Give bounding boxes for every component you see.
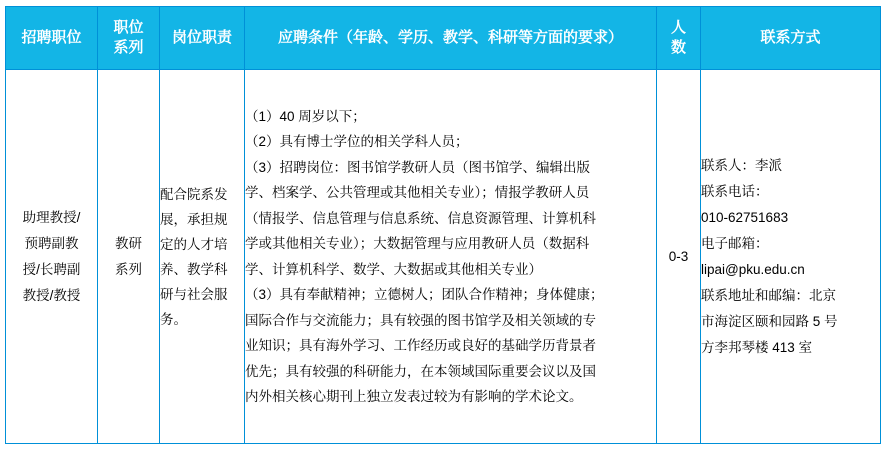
requirement-line-8: （3）具有奉献精神；立德树人；团队合作精神；身体健康； <box>245 287 604 302</box>
requirement-line-3: （3）招聘岗位：图书馆学教研人员（图书馆学、编辑出版 <box>245 159 591 175</box>
contact-address-line-3: 方李邦琴楼 413 室 <box>701 339 813 355</box>
series-line-2: 系列 <box>115 261 142 277</box>
header-label-contact: 联系方式 <box>760 29 821 46</box>
duties-line-3: 定的人才培 <box>160 236 228 252</box>
position-line-4: 教授/教授 <box>22 287 81 303</box>
contact-address-line-1: 联系地址和邮编：北京 <box>701 287 836 303</box>
requirement-line-4: 学、档案学、公共管理或其他相关专业）；情报学教研人员 <box>245 185 590 200</box>
header-cell-requirements <box>245 7 657 70</box>
header-cell-count <box>657 7 701 70</box>
requirement-line-11: 优先；具有较强的科研能力，在本领域国际重要会议以及国 <box>245 363 596 379</box>
duties-line-1: 配合院系发 <box>160 186 228 202</box>
table-body <box>6 70 881 444</box>
header-cell-position <box>6 7 98 70</box>
header-label-requirements: 应聘条件（年龄、学历、教学、科研等方面的要求） <box>277 29 623 46</box>
position-line-1: 助理教授/ <box>22 209 81 225</box>
duties-line-6: 务。 <box>160 311 187 327</box>
header-label-series-line1: 职位 <box>113 19 144 36</box>
header-cell-contact <box>701 7 881 70</box>
requirement-line-7: 学、计算机科学、数学、大数据或其他相关专业） <box>245 261 542 277</box>
table-header-row <box>6 7 881 70</box>
cell-duties <box>160 70 245 444</box>
cell-series <box>98 70 160 444</box>
header-label-count-line2: 数 <box>670 39 686 56</box>
table-header <box>6 7 881 70</box>
header-label-series-line2: 系列 <box>113 39 144 56</box>
duties-line-2: 展，承担规 <box>160 211 228 227</box>
requirement-line-6: 学或其他相关专业）；大数据管理与应用教研人员（数据科 <box>245 236 590 251</box>
cell-requirements <box>245 70 657 444</box>
requirement-line-9: 国际合作与交流能力；具有较强的图书馆学及相关领域的专 <box>245 312 596 328</box>
header-cell-duties <box>160 7 245 70</box>
table-row <box>6 70 881 444</box>
header-label-position: 招聘职位 <box>21 29 82 46</box>
requirement-line-10: 业知识；具有海外学习、工作经历或良好的基础学历背景者 <box>245 338 596 353</box>
contact-email-value: lipai@pku.edu.cn <box>701 261 805 277</box>
requirement-line-1: （1）40 周岁以下； <box>245 108 366 124</box>
requirement-line-5: （情报学、信息管理与信息系统、信息资源管理、计算机科 <box>245 210 596 226</box>
header-label-duties: 岗位职责 <box>171 29 232 46</box>
contact-phone-label: 联系电话： <box>701 183 769 199</box>
duties-line-4: 养、教学科 <box>160 261 228 277</box>
header-cell-series <box>98 7 160 70</box>
job-posting-table <box>5 6 881 444</box>
contact-phone-number: 010-62751683 <box>701 209 789 225</box>
cell-contact <box>701 70 881 444</box>
requirement-line-2: （2）具有博士学位的相关学科人员； <box>245 134 469 149</box>
cell-count: 0-3 <box>657 70 701 444</box>
requirement-line-12: 内外相关核心期刊上独立发表过较为有影响的学术论文。 <box>245 389 583 404</box>
contact-address-line-2: 市海淀区颐和园路 5 号 <box>701 313 838 329</box>
position-line-3: 授/长聘副 <box>22 261 81 277</box>
header-label-count-line1: 人 <box>670 19 686 36</box>
series-line-1: 教研 <box>115 235 142 251</box>
contact-email-label: 电子邮箱： <box>701 235 769 251</box>
duties-line-5: 研与社会服 <box>160 286 228 302</box>
position-line-2: 预聘副教 <box>24 235 79 251</box>
cell-position <box>6 70 98 444</box>
contact-person: 联系人：李派 <box>701 157 782 173</box>
